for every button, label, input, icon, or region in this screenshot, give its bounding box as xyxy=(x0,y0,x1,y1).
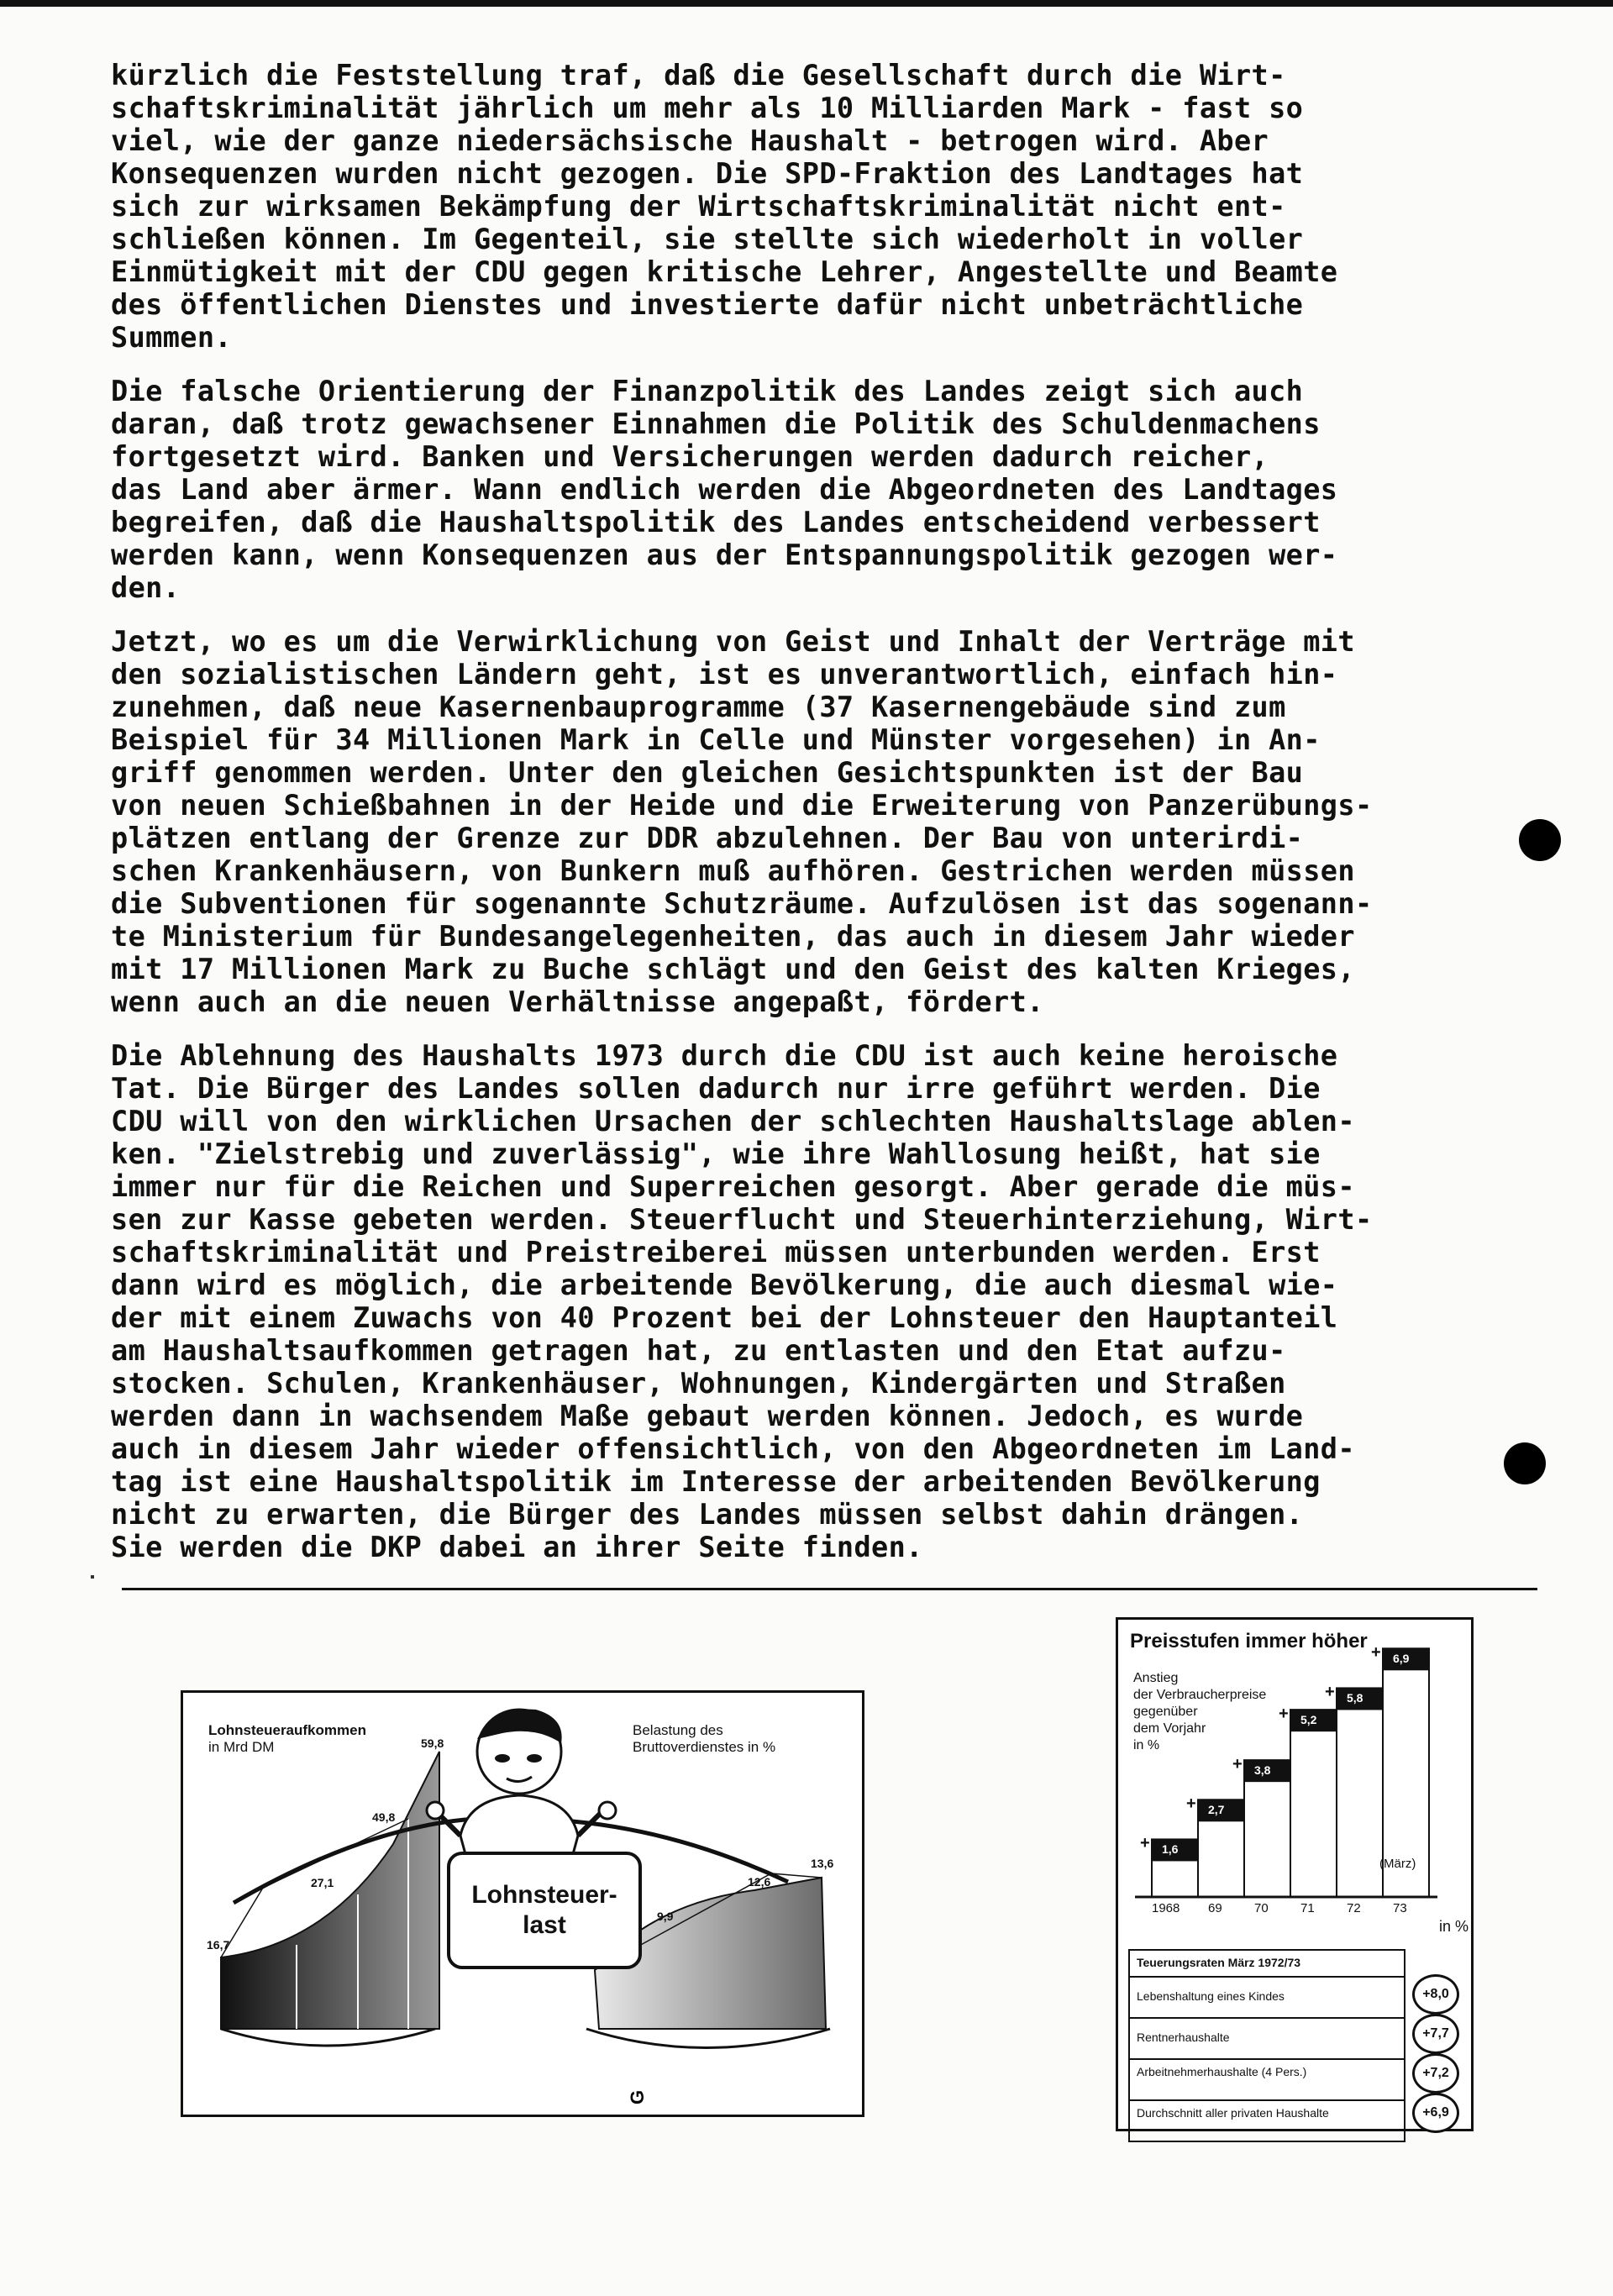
ylabel-line-5: in % xyxy=(1133,1738,1160,1752)
text-line: schaftskriminalität und Preistreiberei müssen unterbunden werden. Erst xyxy=(111,1236,1321,1269)
inflation-table xyxy=(1128,1949,1405,2142)
chart-title: Preisstufen immer höher xyxy=(1130,1630,1368,1652)
punch-hole-upper xyxy=(1519,819,1561,861)
text-line: werden dann in wachsendem Maße gebaut werden können. Jedoch, es wurde xyxy=(111,1400,1304,1432)
tax-right-title-2 xyxy=(633,1739,775,1756)
text-line: schließen können. Im Gegenteil, sie stellte sich wiederholt in voller xyxy=(111,223,1304,255)
section-divider xyxy=(122,1588,1537,1590)
ylabel-line-1: Anstieg xyxy=(1133,1671,1179,1685)
text-line: begreifen, daß die Haushaltspolitik des Landes entscheidend verbessert xyxy=(111,506,1321,539)
chart-annotation: (März) xyxy=(1379,1857,1416,1871)
price-value-label: 2,7 xyxy=(1208,1803,1225,1817)
text-line: Beispiel für 34 Millionen Mark in Celle und Münster vorgesehen) in An- xyxy=(111,723,1321,756)
tax-sign-line1: Lohnsteuer- xyxy=(471,1881,617,1909)
year-tick-label: 72 xyxy=(1347,1901,1361,1915)
price-value-label: 1,6 xyxy=(1162,1842,1179,1857)
price-value-label: 6,9 xyxy=(1393,1652,1410,1666)
tax-sign-line2: last xyxy=(523,1911,566,1939)
text-line: nicht zu erwarten, die Bürger des Landes müssen selbst dahin drängen. xyxy=(111,1498,1304,1531)
ylabel-line-2: der Verbraucherpreise xyxy=(1133,1688,1267,1702)
text-line: zunehmen, daß neue Kasernenbauprogramme (37 Kasernengebäude sind zum xyxy=(111,691,1286,723)
plus-sign: + xyxy=(1325,1683,1335,1702)
paragraph xyxy=(111,1039,1573,1563)
paragraph xyxy=(111,625,1573,1018)
tax-right-value-3: 12,6 xyxy=(748,1875,771,1889)
tax-sign xyxy=(447,1852,642,1969)
text-line: der mit einem Zuwachs von 40 Prozent bei der Lohnsteuer den Hauptanteil xyxy=(111,1301,1338,1334)
year-tick-label: 71 xyxy=(1300,1901,1315,1915)
table-row-value: +7,2 xyxy=(1412,2053,1459,2094)
chart-unit: in % xyxy=(1439,1918,1469,1935)
tax-left-value-4: 59,8 xyxy=(421,1736,444,1750)
text-line: te Ministerium für Bundesangelegenheiten, das auch in diesem Jahr wieder xyxy=(111,920,1355,953)
year-tick-label: 1968 xyxy=(1152,1901,1180,1915)
price-value-label: 5,8 xyxy=(1347,1691,1363,1705)
table-title: Teuerungsraten März 1972/73 xyxy=(1137,1956,1301,1969)
punch-hole-lower xyxy=(1504,1442,1546,1484)
text-line: sen zur Kasse gebeten werden. Steuerflucht und Steuerhinterziehung, Wirt- xyxy=(111,1203,1373,1236)
svg-text:G: G xyxy=(627,2089,648,2104)
text-line: werden kann, wenn Konsequenzen aus der Entspannungspolitik gezogen wer- xyxy=(111,539,1338,571)
table-row xyxy=(1128,2060,1405,2101)
plus-sign: + xyxy=(1279,1705,1289,1724)
price-value-label: 5,2 xyxy=(1300,1713,1317,1727)
text-line: kürzlich die Feststellung traf, daß die Gesellschaft durch die Wirt- xyxy=(111,59,1286,92)
text-line: die Subventionen für sogenannte Schutzräume. Aufzulösen ist das sogenann- xyxy=(111,887,1373,920)
price-value-label: 3,8 xyxy=(1254,1763,1271,1778)
text-line: griff genommen werden. Unter den gleichen Gesichtspunkten ist der Bau xyxy=(111,756,1304,789)
text-line: stocken. Schulen, Krankenhäuser, Wohnungen, Kindergärten und Straßen xyxy=(111,1367,1286,1400)
tax-right-title-1: Belastung des xyxy=(633,1722,723,1738)
text-line: von neuen Schießbahnen in der Heide und die Erweiterung von Panzerübungs- xyxy=(111,789,1373,822)
tax-right-unit: in % xyxy=(748,1739,776,1755)
text-line: Die falsche Orientierung der Finanzpolitik des Landes zeigt sich auch xyxy=(111,375,1304,407)
text-line: Jetzt, wo es um die Verwirklichung von Geist und Inhalt der Verträge mit xyxy=(111,625,1355,658)
text-line: den. xyxy=(111,571,181,604)
text-line: den sozialistischen Ländern geht, ist es unverantwortlich, einfach hin- xyxy=(111,658,1338,691)
price-bar-72 xyxy=(1337,1688,1383,1897)
ylabel-line-4: dem Vorjahr xyxy=(1133,1721,1206,1736)
text-line: plätzen entlang der Grenze zur DDR abzulehnen. Der Bau von unterirdi- xyxy=(111,822,1304,854)
table-row-label: Lebenshaltung eines Kindes xyxy=(1137,1989,1285,2003)
table-row-label: Rentnerhaushalte xyxy=(1137,2031,1230,2044)
year-tick-label: 70 xyxy=(1254,1901,1269,1915)
text-line: immer nur für die Reichen und Superreichen gesorgt. Aber gerade die müs- xyxy=(111,1170,1355,1203)
table-row-label: Arbeitnehmerhaushalte (4 Pers.) xyxy=(1137,2065,1307,2078)
text-line: daran, daß trotz gewachsener Einnahmen die Politik des Schuldenmachens xyxy=(111,407,1321,440)
text-line: Einmütigkeit mit der CDU gegen kritische Lehrer, Angestellte und Beamte xyxy=(111,255,1338,288)
text-line: tag ist eine Haushaltspolitik im Interesse der arbeitenden Bevölkerung xyxy=(111,1465,1321,1498)
text-line: schen Krankenhäusern, von Bunkern muß aufhören. Gestrichen werden müssen xyxy=(111,854,1355,887)
text-line: Summen. xyxy=(111,321,232,354)
price-chart xyxy=(1116,1617,1474,2131)
table-row xyxy=(1128,1978,1405,2019)
text-line: wenn auch an die neuen Verhältnisse angepaßt, fördert. xyxy=(111,985,1044,1018)
text-line: CDU will von den wirklichen Ursachen der schlechten Haushaltslage ablen- xyxy=(111,1105,1355,1137)
top-border xyxy=(0,0,1613,7)
table-header xyxy=(1128,1949,1405,1978)
plus-sign: + xyxy=(1232,1755,1243,1774)
text-line: Konsequenzen wurden nicht gezogen. Die SPD-Fraktion des Landtages hat xyxy=(111,157,1304,190)
table-row-value: +8,0 xyxy=(1412,1974,1459,2015)
text-line: schaftskriminalität jährlich um mehr als 10 Milliarden Mark - fast so xyxy=(111,92,1304,124)
table-row xyxy=(1128,2019,1405,2060)
tax-left-title: Lohnsteueraufkommen xyxy=(208,1722,366,1738)
text-line: das Land aber ärmer. Wann endlich werden die Abgeordneten des Landtages xyxy=(111,473,1338,506)
plus-sign: + xyxy=(1186,1794,1196,1814)
text-line: auch in diesem Jahr wieder offensichtlich, von den Abgeordneten im Land- xyxy=(111,1432,1355,1465)
tax-right-value-4: 13,6 xyxy=(811,1857,834,1870)
paragraph xyxy=(111,59,1573,354)
plus-sign: + xyxy=(1140,1834,1150,1853)
table-row-label: Durchschnitt aller privaten Haushalte xyxy=(1137,2106,1329,2120)
year-tick-label: 69 xyxy=(1208,1901,1222,1915)
table-row xyxy=(1128,2101,1405,2142)
text-line: Tat. Die Bürger des Landes sollen dadurch nur irre geführt werden. Die xyxy=(111,1072,1321,1105)
text-line: ken. "Zielstrebig und zuverlässig", wie ihre Wahllosung heißt, hat sie xyxy=(111,1137,1321,1170)
tax-right-title-2-text: Bruttoverdienstes xyxy=(633,1739,744,1755)
text-line: am Haushaltsaufkommen getragen hat, zu entlasten und den Etat aufzu- xyxy=(111,1334,1286,1367)
price-bar-71 xyxy=(1290,1710,1337,1897)
text-line: dann wird es möglich, die arbeitende Bevölkerung, die auch diesmal wie- xyxy=(111,1269,1338,1301)
text-line: Die Ablehnung des Haushalts 1973 durch die CDU ist auch keine heroische xyxy=(111,1039,1338,1072)
plus-sign: + xyxy=(1371,1643,1381,1663)
tax-left-value-2: 27,1 xyxy=(311,1876,334,1889)
article-text xyxy=(111,59,1573,1584)
ylabel-line-3: gegenüber xyxy=(1133,1705,1198,1719)
tax-left-value-1: 16,7 xyxy=(207,1938,230,1952)
tax-left-value-3: 49,8 xyxy=(372,1810,396,1824)
tax-left-unit: in Mrd DM xyxy=(208,1739,275,1755)
margin-mark xyxy=(91,1575,94,1579)
text-line: fortgesetzt wird. Banken und Versicherungen werden dadurch reicher, xyxy=(111,440,1269,473)
paragraph xyxy=(111,375,1573,604)
text-line: Sie werden die DKP dabei an ihrer Seite finden. xyxy=(111,1531,923,1563)
text-line: mit 17 Millionen Mark zu Buche schlägt und den Geist des kalten Krieges, xyxy=(111,953,1355,985)
table-row-value: +7,7 xyxy=(1412,2014,1459,2054)
year-tick-label: 73 xyxy=(1393,1901,1407,1915)
table-row-value: +6,9 xyxy=(1412,2093,1459,2133)
text-line: des öffentlichen Dienstes und investierte dafür nicht unbeträchtliche xyxy=(111,288,1304,321)
text-line: sich zur wirksamen Bekämpfung der Wirtschaftskriminalität nicht ent- xyxy=(111,190,1286,223)
text-line: viel, wie der ganze niedersächsische Haushalt - betrogen wird. Aber xyxy=(111,124,1269,157)
tax-right-value-2: 9,9 xyxy=(657,1910,674,1923)
